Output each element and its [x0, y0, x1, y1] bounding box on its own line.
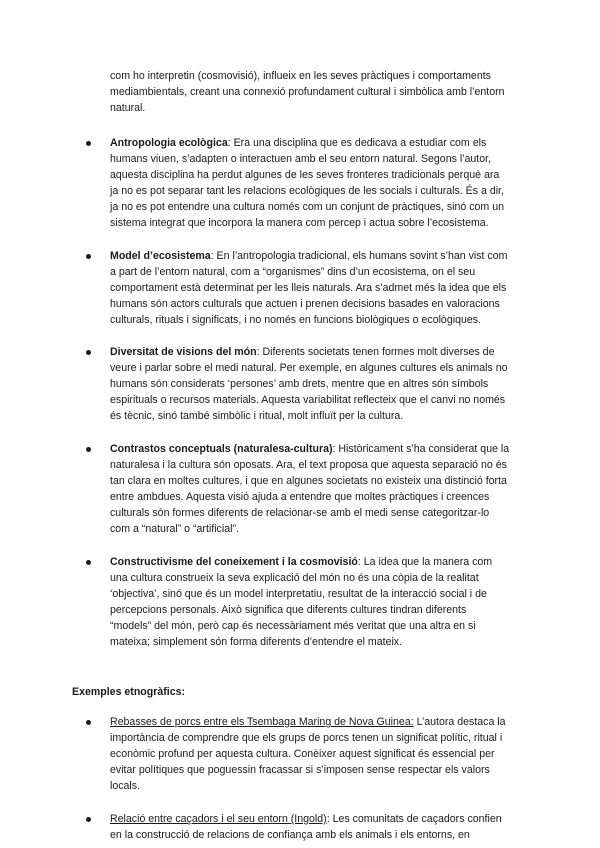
- concept-term: Antropologia ecològica: [110, 137, 228, 149]
- list-item: [74, 554, 510, 650]
- list-item: [74, 714, 510, 794]
- continuation-paragraph: com ho interpretin (cosmovisió), influeix en les seves pràctiques i comportaments mediambientals, creant una connexió profundament cultural i simbòlica amb l’entorn natural.: [110, 70, 505, 114]
- concept-text: : Diferents societats tenen formes molt diverses de veure i parlar sobre el medi natural. Per exemple, en algunes cultures els animals no humans són considerats ‘persones’ amb drets, mentre que en altres són símbols espirituals o recursos materials. Aquesta variabilitat reflecteix que el canvi no només és tècnic, sinó també simbòlic i ritual, molt influït per la cultura.: [110, 346, 508, 422]
- bullet-icon: [86, 720, 91, 725]
- list-item: [74, 344, 510, 424]
- bullet-icon: [86, 141, 91, 146]
- concept-term: Diversitat de visions del món: [110, 346, 257, 358]
- concept-term: Contrastos conceptuals (naturalesa-cultura): [110, 443, 333, 455]
- bullet-icon: [86, 817, 91, 822]
- examples-heading: Exemples etnogràfics:: [72, 686, 186, 698]
- example-term: Relació entre caçadors i el seu entorn (Ingold): [110, 813, 327, 825]
- concept-term: Model d’ecosistema: [110, 250, 211, 262]
- bullet-icon: [86, 447, 91, 452]
- list-item: [74, 248, 510, 328]
- concept-term: Constructivisme del coneixement i la cosmovisió: [110, 556, 358, 568]
- examples-list: [74, 714, 510, 843]
- bullet-icon: [86, 254, 91, 259]
- list-item: [74, 135, 510, 231]
- concept-text: : Històricament s’ha considerat que la naturalesa i la cultura són oposats. Ara, el text proposa que aquesta separació no és tan clara en moltes cultures, i que en algunes societats no existeix una distinció forta entre ambdues. Aquesta visió ajuda a entendre que moltes pràctiques i creences culturals són formes diferents de relacionar-se amb el medi sense categoritzar-lo com a “natural” o “artificial”.: [110, 443, 510, 535]
- example-text: L’autora destaca la importància de comprendre que els grups de porcs tenen un significat polític, ritual i econòmic profund per aquesta cultura. Conèixer aquest significat és essencial per evitar polítiques que poguessin fracassar si s’imposen sense respectar els valors locals.: [110, 716, 506, 792]
- concepts-list: [74, 135, 510, 650]
- example-text: : Les comunitats de caçadors confien en la construcció de relacions de confiança amb els animals i els entorns, en: [110, 813, 502, 841]
- concept-text: : La idea que la manera com una cultura construeix la seva explicació del món no és una còpia de la realitat ‘objectiva’, sinó que és un model interpretatiu, resultat de la interacció social i de percepcions personals. Això significa que diferents cultures tindran diferents “models” del món, però cap és necessàriament més veritat que una altra en si mateixa; simplement són forma diferents d’entendre el mateix.: [110, 556, 493, 648]
- concept-text: : Era una disciplina que es dedicava a estudiar com els humans viuen, s’adapten o interactuen amb el seu entorn natural. Segons l’autor, aquesta disciplina ha perdut algunes de les seves fronteres tradicionals perquè ara ja no es pot separar tant les relacions ecològiques de les socials i culturals. És a dir, ja no es pot entendre una cultura només com un conjunt de pràctiques, sinó com un sistema integrat que incorpora la manera com percep i actua sobre l’ecosistema.: [110, 137, 504, 229]
- list-item: [74, 811, 510, 843]
- bullet-icon: [86, 560, 91, 565]
- example-term: Rebasses de porcs entre els Tsembaga Maring de Nova Guinea:: [110, 716, 414, 728]
- bullet-icon: [86, 350, 91, 355]
- list-item: [74, 441, 510, 537]
- concept-text: : En l’antropologia tradicional, els humans sovint s’han vist com a part de l’entorn natural, com a “organismes” dins d’un ecosistema, on el seu comportament està determinat per les lleis naturals. Ara s’admet més la idea que els humans són actors culturals que actuen i prenen decisions basades en valoracions culturals, rituals i significats, i no només en funcions biològiques o ecològiques.: [110, 250, 508, 326]
